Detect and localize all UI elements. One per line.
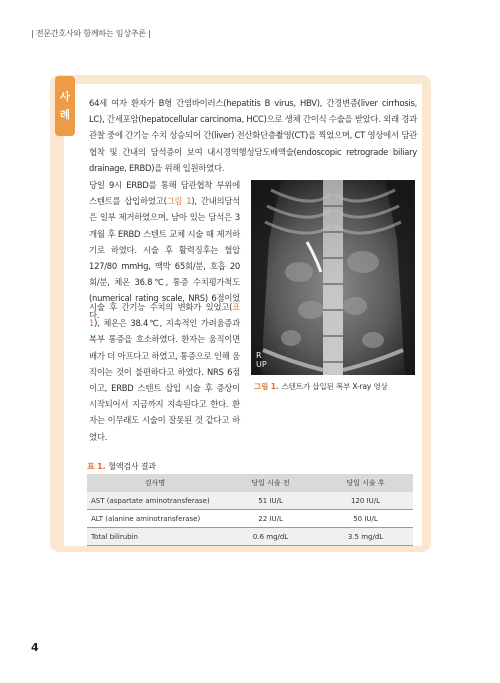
para-text: ), 체온은 38.4℃, 지속적인 가려움증과 복부 통증을 호소하였다. 환자는 움직이면 배가 더 아프다고 하였고, 통증으로 인해 움직이는 것이 불편하다고 하였다. NRS 6점이고, ERBD 스텐트 삽입 시술 후 증상이 시작되어서 지금까지 지속된다고 한다. 환자는 이무래도 시술이 잘못된 것 같다고 하였다. bbox=[89, 318, 240, 442]
abdominal-xray-image bbox=[251, 180, 415, 375]
table-cell-value: 120 IU/L bbox=[318, 492, 413, 510]
table-header-row bbox=[87, 474, 413, 492]
para-text: 시술 후 간기능 수치의 변화가 있었고( bbox=[89, 302, 233, 312]
table-header-cell: 당일 시술 후 bbox=[318, 474, 413, 492]
figure-reference-link: 그림 1 bbox=[166, 196, 192, 207]
xray-marker-up: UP bbox=[256, 360, 267, 369]
table-title bbox=[87, 461, 156, 472]
table-row bbox=[87, 492, 413, 510]
page-number: 4 bbox=[31, 641, 39, 654]
table-header-cell: 검사명 bbox=[87, 474, 223, 492]
table-number: 표 1. bbox=[87, 462, 106, 471]
blood-test-table bbox=[87, 474, 413, 546]
table-title-text: 혈액검사 결과 bbox=[108, 462, 156, 471]
para-text: ), 간내의담석은 일부 제거하였으며, 남아 있는 담석은 3개월 후 ERBD 스텐트 교체 시술 때 제거하기로 하였다. 시술 후 활력징후는 혈압 127/80 mmHg, 맥박 65회/분, 호흡 20회/분, 체온 36.8℃, 통증 수치평가척도(numerical rating scale, NRS) 6점이었다. bbox=[89, 196, 240, 320]
table-cell-value: 50 IU/L bbox=[318, 510, 413, 528]
table-cell-value: 51 IU/L bbox=[223, 492, 318, 510]
table-cell-test-name: AST (aspartate aminotransferase) bbox=[87, 492, 223, 510]
case-tab-char-2: 례 bbox=[59, 109, 71, 121]
table-cell-value: 3.5 mg/dL bbox=[318, 528, 413, 546]
case-tab-char-1: 사 bbox=[59, 91, 71, 103]
table-row bbox=[87, 528, 413, 546]
case-intro-paragraph: 64세 여자 환자가 B형 간염바이러스(hepatitis B virus, HBV), 간경변증(liver cirrhosis, LC), 간세포암(hepatocellular carcinoma, HCC)으로 생체 간이식 수술을 받았다. 외래 경과 관찰 중에 간기능 수치 상승되어 간(liver) 전산화단층촬영(CT)을 찍었으며, CT 영상에서 담관협착 및 간내의 담석증이 보여 내시경역행성담도배액술(endoscopic retrograde biliary drainage, ERBD)을 위해 입원하였다. bbox=[89, 98, 417, 173]
table-row bbox=[87, 510, 413, 528]
case-tab bbox=[55, 76, 75, 136]
para-text: 당일 9시 ERBD를 통해 담관협착 부위에 스텐트를 삽입하였고( bbox=[89, 180, 240, 207]
running-head: | 전문간호사와 함께하는 임상추론 | bbox=[31, 29, 151, 38]
table-cell-test-name: Total bilirubin bbox=[87, 528, 223, 546]
xray-illustration bbox=[251, 180, 415, 375]
table-cell-test-name: ALT (alanine aminotransferase) bbox=[87, 510, 223, 528]
table-header-cell: 당일 시술 전 bbox=[223, 474, 318, 492]
table-reference-link: 표 1 bbox=[89, 302, 240, 329]
case-symptom-paragraph bbox=[89, 299, 240, 445]
figure-caption-text: 스텐트가 삽입된 복부 X-ray 영상 bbox=[281, 382, 388, 391]
figure-caption bbox=[254, 381, 388, 392]
table-cell-value: 22 IU/L bbox=[223, 510, 318, 528]
xray-orientation-marker bbox=[256, 351, 267, 369]
figure-number: 그림 1. bbox=[254, 382, 279, 391]
xray-marker-r: R bbox=[256, 351, 262, 360]
table-cell-value: 0.6 mg/dL bbox=[223, 528, 318, 546]
